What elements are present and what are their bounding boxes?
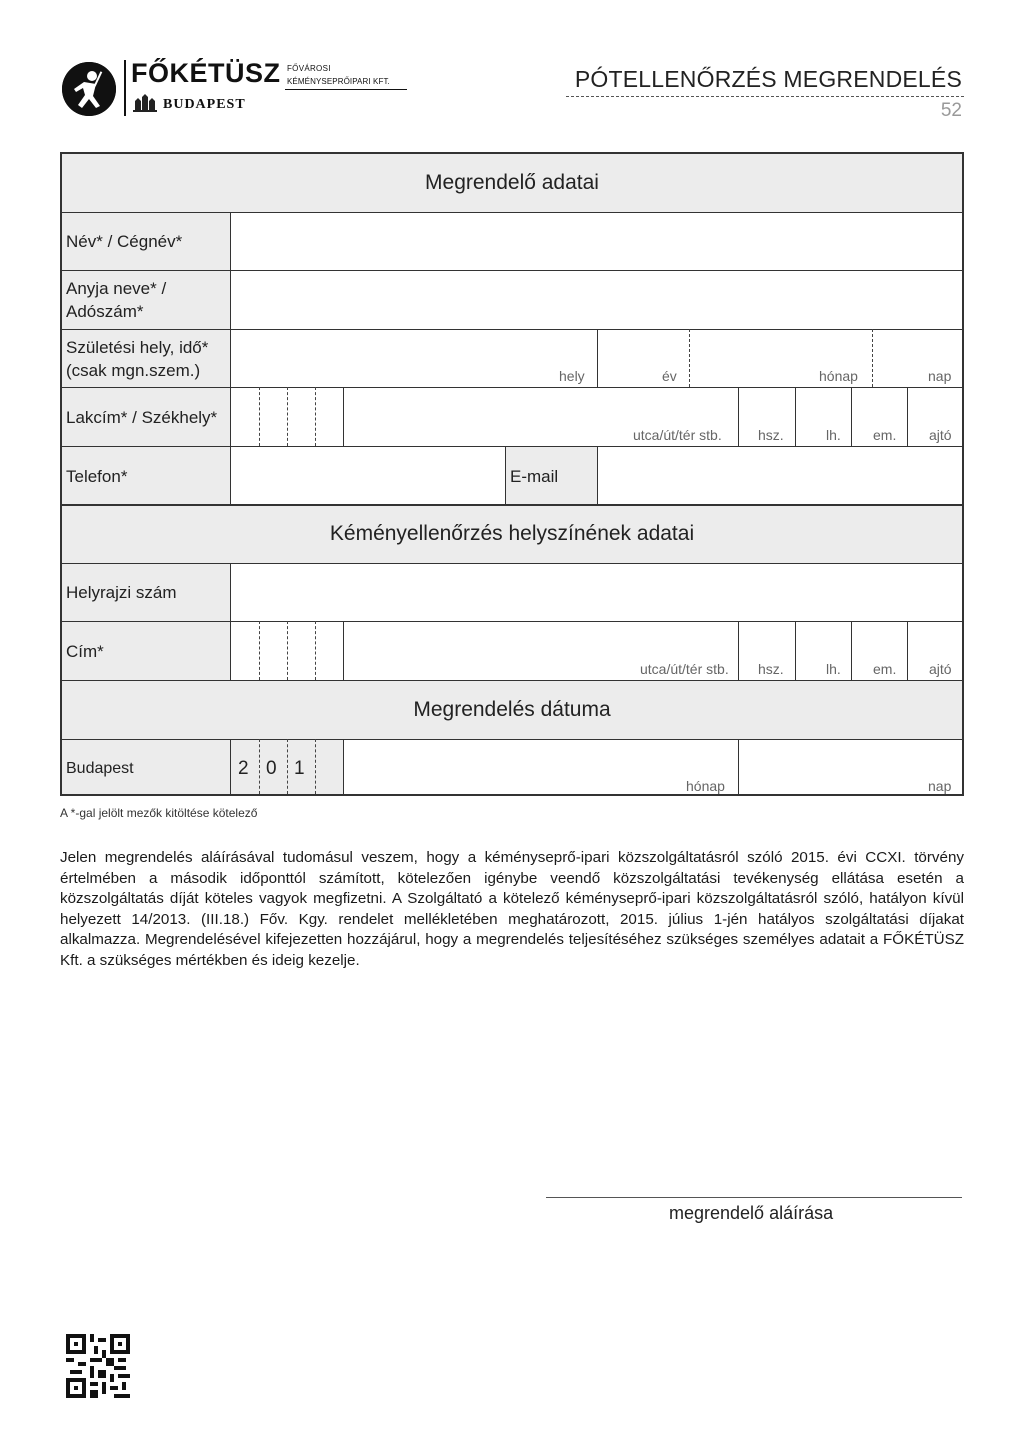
signature-label: megrendelő aláírása xyxy=(669,1203,834,1223)
divider xyxy=(259,739,260,794)
site-hint-house-number: hsz. xyxy=(758,661,784,677)
divider xyxy=(62,270,962,271)
site-hint-building: lh. xyxy=(826,661,841,677)
divider xyxy=(230,563,231,680)
phone-label: Telefon* xyxy=(66,467,128,486)
divider xyxy=(62,387,962,388)
qr-code-icon xyxy=(66,1334,130,1398)
year-last-digit-field[interactable] xyxy=(317,741,342,793)
divider xyxy=(851,387,852,446)
date-section-header xyxy=(62,681,962,739)
year-digit-1: 2 xyxy=(238,758,249,779)
phone-field[interactable] xyxy=(232,448,504,503)
name-label: Név* / Cégnév* xyxy=(66,232,183,251)
divider xyxy=(62,329,962,330)
divider xyxy=(795,621,796,680)
hint-year: év xyxy=(662,368,677,384)
hint-street: utca/út/tér stb. xyxy=(633,427,722,443)
brand-subtitle-1: FŐVÁROSI xyxy=(287,64,331,73)
parcel-label: Helyrajzi szám xyxy=(66,583,177,602)
hint-day: nap xyxy=(928,368,952,384)
hint-floor: em. xyxy=(873,427,897,443)
divider xyxy=(738,621,739,680)
divider xyxy=(343,387,344,446)
site-section-header xyxy=(62,506,962,563)
divider xyxy=(230,212,231,504)
brand-underline xyxy=(285,89,407,90)
site-section-title: Kéményellenőrzés helyszínének adatai xyxy=(329,522,695,545)
divider xyxy=(597,446,598,504)
divider xyxy=(907,621,908,680)
document-title: PÓTELLENŐRZÉS MEGRENDELÉS xyxy=(574,66,962,92)
site-address-label: Cím* xyxy=(66,642,104,661)
divider xyxy=(851,621,852,680)
birth-place-field[interactable] xyxy=(232,331,596,386)
mandatory-footnote: A *-gal jelölt mezők kitöltése kötelező xyxy=(60,806,258,820)
name-field[interactable] xyxy=(232,214,960,269)
divider xyxy=(738,387,739,446)
email-label: E-mail xyxy=(510,467,559,486)
divider xyxy=(738,739,739,794)
birth-label-line2: (csak mgn.szem.) xyxy=(66,361,201,380)
postal-code-field[interactable] xyxy=(232,389,342,445)
customer-section-header xyxy=(62,154,962,212)
parcel-field[interactable] xyxy=(232,565,960,620)
divider xyxy=(343,739,344,794)
hint-door: ajtó xyxy=(929,427,952,443)
building-field[interactable] xyxy=(797,389,850,445)
site-hint-street: utca/út/tér stb. xyxy=(640,661,729,677)
year-digit-3: 1 xyxy=(294,758,305,779)
logo-divider xyxy=(124,60,126,116)
year-digit-2: 0 xyxy=(266,758,277,779)
hint-order-day: nap xyxy=(928,778,952,794)
date-place-label: Budapest xyxy=(66,760,134,777)
hint-order-month: hónap xyxy=(686,778,725,794)
site-hint-floor: em. xyxy=(873,661,897,677)
brand-name: FŐKÉTÜSZ xyxy=(131,58,281,88)
divider xyxy=(689,329,690,387)
divider xyxy=(62,621,962,622)
document-number: 52 xyxy=(940,100,962,121)
divider xyxy=(795,387,796,446)
divider xyxy=(907,387,908,446)
signature-line[interactable] xyxy=(546,1197,962,1198)
mother-name-tax-field[interactable] xyxy=(232,272,960,328)
divider xyxy=(343,621,344,680)
mother-name-label-line2: Adószám* xyxy=(66,302,144,321)
date-section-title: Megrendelés dátuma xyxy=(413,698,611,721)
divider xyxy=(230,739,231,794)
divider xyxy=(62,446,962,447)
city-name: BUDAPEST xyxy=(163,97,246,112)
divider xyxy=(505,446,506,504)
divider xyxy=(287,739,288,794)
site-postal-code-field[interactable] xyxy=(232,623,342,679)
hint-building: lh. xyxy=(826,427,841,443)
brand-subtitle-2: KÉMÉNYSEPRŐIPARI KFT. xyxy=(287,77,390,86)
order-form xyxy=(60,152,964,796)
hint-house-number: hsz. xyxy=(758,427,784,443)
order-month-field[interactable] xyxy=(345,741,737,793)
customer-section-title: Megrendelő adatai xyxy=(425,171,599,194)
divider xyxy=(597,329,598,387)
divider xyxy=(872,329,873,387)
hint-place: hely xyxy=(559,368,585,384)
email-field[interactable] xyxy=(599,448,960,503)
site-building-field[interactable] xyxy=(797,623,850,679)
hint-month: hónap xyxy=(819,368,858,384)
site-hint-door: ajtó xyxy=(929,661,952,677)
address-label: Lakcím* / Székhely* xyxy=(66,408,218,427)
birth-label-line1: Születési hely, idő* xyxy=(66,338,209,357)
order-day-field[interactable] xyxy=(740,741,960,793)
chimney-sweep-logo-icon xyxy=(62,62,116,116)
title-rule xyxy=(566,96,964,97)
budapest-crest-icon xyxy=(132,93,158,113)
divider xyxy=(315,739,316,794)
mother-name-label-line1: Anyja neve* / xyxy=(66,279,167,298)
consent-statement: Jelen megrendelés aláírásával tudomásul veszem, hogy a kéményseprő-ipari közszolgáltatásról szóló 2015. évi CCXI. törvény értelmében a második időponttól számított, kötelezően igénybe veendő közszolgáltatási tevékenység ellátása esetén a közszolgáltatás díját köteles vagyok megfizetni. A Szolgáltató a kötelező kéményseprő-ipari közszolgáltatásról szóló, hatályon kívül helyezett 14/2013. (III.18.) Főv. Kgy. rendelet mellékletében meghatározott, 2015. július 1-jén hatályos szolgáltatási díjakat alkalmazza. Megrendelésével kifejezetten hozzájárul, hogy a megrendelés teljesítéséhez szükséges személyes adatait a FŐKÉTÜSZ Kft. a szükséges mértékben és ideig kezelje. xyxy=(60,849,964,969)
